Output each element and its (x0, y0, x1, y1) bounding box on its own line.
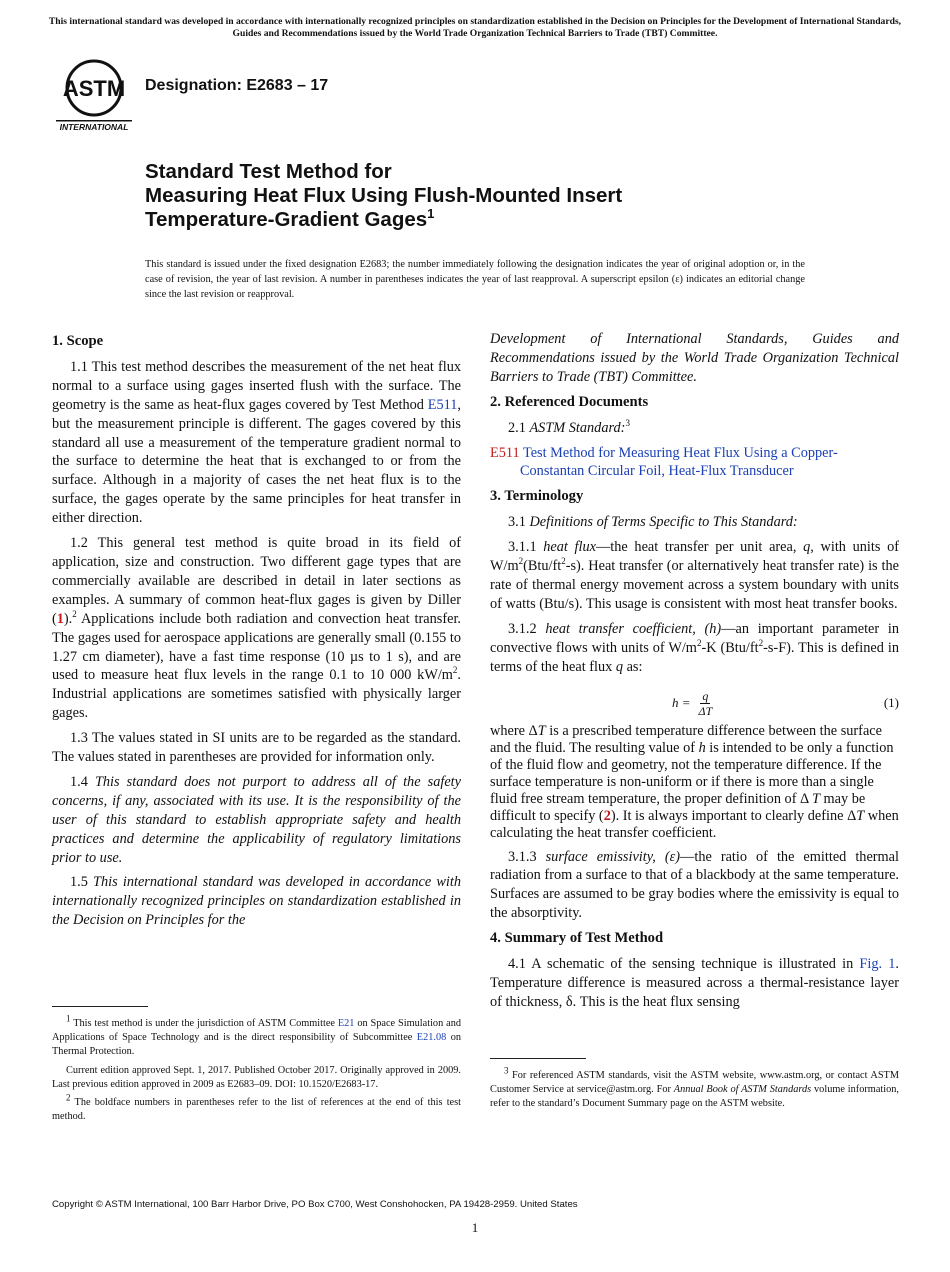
scope-1-5: 1.5 This international standard was developed in accordance with internationally recognized principles on standardization established in the Decision on Principles for the (52, 874, 461, 929)
scope-1-5-continued: Development of International Standards, Guides and Recommendations issued by the World Trade Organization Technical Barriers to Trade (TBT) Committee. (490, 331, 899, 385)
footnote-2: $^2$ The boldface numbers in parentheses refer to the list of references at the end of this test method. (52, 1092, 461, 1123)
e511-link[interactable]: E511 (427, 396, 458, 413)
terminology-3-1-3: 3.1.3 surface emissivity, (ε)—the ratio of the emitted thermal radiation from a surface to that of a blackbody at the same temperature. Surfaces are assumed to be gray bodies where the emissivity is equal to the absorptivity. (490, 848, 899, 922)
e511-code-link[interactable]: E511 (490, 444, 520, 461)
logo-subtext: INTERNATIONAL (59, 122, 129, 132)
title-footnote-mark[interactable]: 1 (427, 206, 435, 222)
terminology-3-1-2: 3.1.2 heat transfer coefficient, (h)—an important parameter in convective flows with units of $W/m^2-K$ $(Btu/ft^2-s-F)$. This is defined in terms of the heat flux q as: (490, 620, 900, 675)
scope-1-4: 1.4 This standard does not purport to address all of the safety concerns, if any, associated with its use. It is the responsibility of the user of this standard to establish appropriate safety and health practices and determine the applicability of regulatory limitations prior to use. (52, 773, 461, 866)
referenced-item-e511 (490, 444, 899, 482)
right-column (490, 330, 899, 1018)
title-line-3: Temperature-Gradient Gages$^1$ (145, 206, 435, 231)
terminology-3-1: 3.1 Definitions of Terms Specific to This Standard: (508, 514, 798, 531)
left-footnotes (52, 1006, 461, 1128)
footnote-1: $^1$ This test method is under the jurisdiction of ASTM Committee E21 on Space Simulation and Applications of Space Technology and is the direct responsibility of Subcommittee E21.08 on Thermal Protection. (52, 1013, 461, 1058)
terminology-3-1-1: 3.1.1 heat flux—the heat transfer per unit area, q, with units of $W/m^2(Btu/ft^2-s)$. Heat transfer (or alternatively heat transfer rate) is the rate of thermal energy movement across a system boundary with units of watts (Btu/s). This usage is consistent with most heat transfer books. (490, 539, 899, 612)
equation-lhs: h = $\frac{q}{\Delta T}$ (672, 689, 713, 718)
reference-1-link[interactable]: 1 (56, 610, 64, 627)
tbt-notice: This international standard was developed in accordance with internationally recognized principles on standardization established in the Decision on Principles for the Development of International Standards, Guides and Recommendations issued by the World Trade Organization Technical Barriers to Trade (TBT) Committee. (48, 16, 902, 39)
right-footnotes (490, 1058, 899, 1116)
footnote-divider-right (490, 1058, 586, 1059)
terminology-heading: 3. Terminology (490, 488, 584, 505)
referenced-2-1: 2.1 ASTM Standard:$^3$ (508, 417, 630, 436)
logo-text: ASTM (62, 76, 126, 101)
preamble: This standard is issued under the fixed designation E2683; the number immediately following the designation indicates the year of original adoption or, in the case of revision, the year of last revision. A number in parentheses indicates the year of last reapproval. A superscript epsilon (ε) indicates an editorial change since the last revision or reapproval. (145, 259, 805, 300)
footnote-2-mark[interactable]: 2 (72, 608, 77, 619)
footnote-3: $^3$ For referenced ASTM standards, visit the ASTM website, www.astm.org, or contact ASTM Customer Service at service@astm.org. For Annual Book of ASTM Standards volume information, refer to the standard’s Document Summary page on the ASTM website. (490, 1065, 899, 1110)
page-number: 1 (471, 1220, 479, 1235)
e21-link[interactable]: E21 (337, 1018, 355, 1029)
referenced-documents-heading: 2. Referenced Documents (490, 393, 649, 410)
title-line-1: Standard Test Method for (145, 160, 392, 183)
copyright: Copyright © ASTM International, 100 Barr Harbor Drive, PO Box C700, West Conshohocken, PA 19428-2959. United States (52, 1199, 578, 1210)
footnote-3-mark[interactable]: 3 (625, 417, 630, 428)
equation-fraction: $\frac{q}{\Delta T}$ (698, 689, 713, 718)
footnote-edition: Current edition approved Sept. 1, 2017. Published October 2017. Originally approved in 2009. Last previous edition approved in 2009 as E2683–09. DOI: 10.1520/E2683-17. (52, 1064, 461, 1090)
summary-4-1: 4.1 A schematic of the sensing technique is illustrated in Fig. 1. Temperature difference is measured across a thermal-resistance layer of thickness, δ. This is the heat flux sensing (490, 956, 899, 1010)
equation-number: (1) (883, 695, 899, 711)
summary-heading: 4. Summary of Test Method (490, 930, 664, 947)
page-title (145, 160, 785, 232)
footnote-divider (52, 1006, 148, 1007)
scope-heading: 1. Scope (52, 333, 104, 349)
e21-08-link[interactable]: E21.08 (416, 1032, 447, 1044)
fig-1-link[interactable]: Fig. 1 (859, 956, 896, 973)
scope-1-1: 1.1 This test method describes the measurement of the net heat flux normal to a surface using gages inserted flush with the surface. The geometry is the same as heat-flux gages covered by Test Method E511, but the measurement principle is different. The gages covered by this standard all use a measurement of the temperature gradient normal to the surface to determine the heat that is exchanged to or from the surface. Although in a majority of cases the net heat flux is to the surface, the gages operate by the same principles for heat transfer in either direction. (52, 358, 461, 527)
equation-1 (490, 689, 899, 719)
scope-1-3: 1.3 The values stated in SI units are to be regarded as the standard. The values stated in parentheses are provided for information only. (52, 730, 461, 766)
reference-2-link[interactable]: 2 (603, 807, 611, 824)
scope-1-2: 1.2 This general test method is quite broad in its field of application, size and construction. Two different gage types that are commercially available are described in detail in later sections as examples. A summary of common heat-flux gages is given by Diller (1).$^2$ Applications include both radiation and convection heat transfer. The gages used for aerospace applications are generally small (0.155 to 1.27 cm diameter), have a fast time response (10 µs to 1 s), and are used to measure heat flux levels in the range 0.1 to 10 000 $kW/m^2$. Industrial applications are sometimes satisfied with physically larger gages. (52, 535, 461, 722)
astm-logo-icon (54, 58, 134, 132)
e511-title-link[interactable]: Test Method for Measuring Heat Flux Using a Copper-Constantan Circular Foil, Heat-Flux Transducer (519, 444, 838, 480)
title-line-2: Measuring Heat Flux Using Flush-Mounted Insert (145, 184, 623, 207)
terminology-delta-t: where ΔT is a prescribed temperature difference between the surface and the fluid. The resulting value of h is intended to be only a function of the fluid flow and geometry, not the temperature difference. If the surface temperature is non-uniform or if there is more than a single fluid free stream temperature, the proper definition of Δ T may be difficult to specify (2). It is always important to clearly define ΔT when calculating the heat transfer coefficient. (490, 722, 899, 841)
designation: Designation: E2683 – 17 (145, 77, 329, 94)
left-column (52, 330, 461, 936)
